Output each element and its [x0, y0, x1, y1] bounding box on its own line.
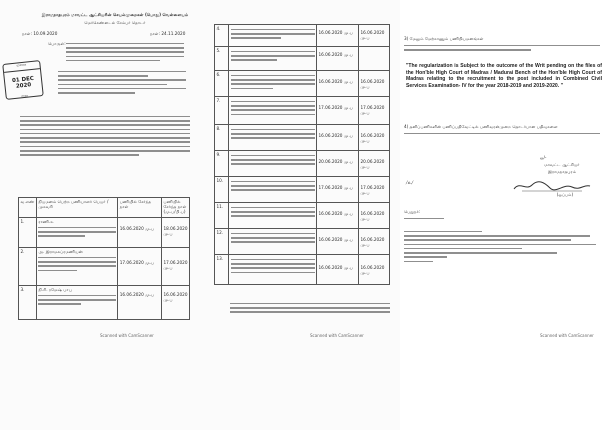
- page-subheader: மெர்கெண்டைல் சேம்பர் தொடர்: [84, 20, 146, 25]
- row-no: 2.: [19, 248, 37, 286]
- col-header-name: நியமனம் பெற்ற பணியாளர் பெயர் / முகவரி: [36, 198, 117, 218]
- row-date1: 17.06.2020 மு.ப: [118, 248, 162, 286]
- col-header-date2: பணியில் சேர்ந்த நாள் (மு.ப/பி.ப): [162, 198, 190, 218]
- row-date1: 16.06.2020 மு.ப: [317, 203, 359, 229]
- row-no: 8.: [215, 125, 229, 151]
- row-no: 3.: [19, 286, 37, 320]
- table-row: [19, 218, 190, 248]
- row-date1: 16.06.2020 மு.ப: [317, 125, 359, 151]
- row-date2: 16.06.2020 மு.ப: [359, 229, 390, 255]
- table-row: [215, 71, 390, 97]
- col-header-date1: பணியில் சேர்ந்த நாள்: [118, 198, 162, 218]
- row-date2: 17.06.2020 மு.ப: [162, 248, 190, 286]
- point-4-intro: 4) தனிப்பணிகளின் பணிப்பதிவேட்டில் பணிவரன்முறை தொடர்பான பதிவுகளை: [404, 124, 558, 129]
- row-date2: 16.06.2020 மு.ப: [359, 125, 390, 151]
- point-3-lines: [404, 42, 600, 53]
- row-date1: 16.06.2020 மு.ப: [118, 286, 162, 320]
- reference-lines: [58, 68, 186, 96]
- row-date1: 16.06.2020 மு.ப: [317, 71, 359, 97]
- table-row: [215, 47, 390, 71]
- table-header-row: [19, 198, 190, 218]
- row-date1: 17.06.2020 மு.ப: [317, 177, 359, 203]
- row-no: 6.: [215, 71, 229, 97]
- table-row: [215, 25, 390, 47]
- page-header: இராமநாதபுரம் மாவட்ட ஆட்சியரின் செயல்முறைகள் (பொது) வெள்ளையம்: [41, 12, 189, 17]
- handwritten-signature: [512, 178, 592, 190]
- table-row: [19, 286, 190, 320]
- document-page-2: [200, 0, 400, 430]
- table-row: [215, 255, 390, 285]
- row-date1: 20.06.2020 மு.ப: [317, 151, 359, 177]
- appointment-table: [18, 197, 190, 320]
- subject-text-lines: [66, 40, 184, 64]
- row-date1: 16.06.2020 மு.ப: [317, 229, 359, 255]
- row-date2: 17.06.2020 மு.ப: [359, 177, 390, 203]
- scanner-footer: Scanned with CamScanner: [100, 333, 154, 338]
- closing-paragraph: [230, 300, 390, 316]
- row-name: [229, 71, 317, 97]
- row-name: [229, 203, 317, 229]
- row-date2: 16.06.2020 மு.ப: [359, 203, 390, 229]
- row-name: [229, 125, 317, 151]
- row-name: [229, 151, 317, 177]
- signatory-name: (ஒப்பம்): [556, 192, 574, 197]
- row-date1: 16.06.2020 மு.ப: [317, 255, 359, 285]
- row-name: [229, 177, 317, 203]
- signature-mark: ஒ/-: [540, 155, 547, 160]
- row-no: 4.: [215, 25, 229, 47]
- signatory-place: இராமநாதபுரம்: [547, 169, 577, 174]
- point-3-intro: 3) மேலும் மேற்காணும் பணிநியமனங்கள்: [404, 36, 484, 41]
- row-date1: 16.06.2020 மு.ப: [317, 47, 359, 71]
- row-name: நி.ரி. ரமேஷ் பாபு: [36, 286, 117, 320]
- to-label: பெறுநர்:: [404, 209, 421, 214]
- row-no: 9.: [215, 151, 229, 177]
- date-right: நாள்: 24.11.2020: [150, 31, 186, 36]
- row-name: [229, 47, 317, 71]
- scanner-footer: Scanned with CamScanner: [310, 333, 364, 338]
- row-date1: 16.06.2020 மு.ப: [118, 218, 162, 248]
- order-sign-label: /உ/: [406, 181, 414, 186]
- row-no: 1.: [19, 218, 37, 248]
- row-name: அ. இராமசுப்ரமணியன்: [36, 248, 117, 286]
- row-date2: 20.06.2020 மு.ப: [359, 151, 390, 177]
- row-no: 12.: [215, 229, 229, 255]
- table-row: [215, 229, 390, 255]
- scanner-footer: Scanned with CamScanner: [540, 333, 594, 338]
- row-no: 11.: [215, 203, 229, 229]
- row-name: [229, 255, 317, 285]
- row-date2: 16.06.2020 மு.ப: [359, 71, 390, 97]
- table-row: [215, 125, 390, 151]
- row-name: [229, 25, 317, 47]
- col-header-no: வ.எண்: [19, 198, 37, 218]
- row-date2: 18.06.2020 மு.ப: [162, 218, 190, 248]
- signatory-title: மாவட்ட ஆட்சியர்: [544, 162, 580, 167]
- received-stamp: ▭▭▭ 01 DEC 2020 ▭▭: [2, 60, 44, 100]
- row-name: [229, 229, 317, 255]
- row-name: ராணி.உ: [36, 218, 117, 248]
- row-date2: 16.06.2020 மு.ப: [359, 25, 390, 47]
- recipients-list: [404, 228, 600, 265]
- subject-label: பொருள்:: [48, 41, 66, 46]
- table-row: [215, 151, 390, 177]
- row-no: 7.: [215, 97, 229, 125]
- table-row: [215, 203, 390, 229]
- row-date2: 16.06.2020 மு.ப: [359, 255, 390, 285]
- document-page-3: [400, 0, 608, 430]
- row-date2: 17.06.2020 மு.ப: [359, 97, 390, 125]
- table-row: [215, 97, 390, 125]
- row-no: 10.: [215, 177, 229, 203]
- row-no: 13.: [215, 255, 229, 285]
- regularization-clause: "The regularization is Subject to the outcome of the Writ pending on the files of the Hon'ble High Court of Madras / Madurai Bench of the Hon'ble High Court of Madras relating to the recruitment to the post included in Combined Civil Services Examination- IV for the year 2018-2019 and 2019-2020. ": [406, 63, 602, 89]
- row-name: [229, 97, 317, 125]
- table-row: [19, 248, 190, 286]
- row-date2: 16.06.2020 மு.ப: [162, 286, 190, 320]
- row-no: 5.: [215, 47, 229, 71]
- date-left: நாள்: 10.09.2020: [22, 31, 58, 36]
- row-date2: [359, 47, 390, 71]
- point-4-lines: [404, 130, 600, 137]
- row-date1: 17.06.2020 மு.ப: [317, 97, 359, 125]
- row-date1: 16.06.2020 மு.ப: [317, 25, 359, 47]
- body-paragraph: [20, 113, 190, 159]
- appointment-table-continued: [214, 24, 390, 285]
- document-page-1: [0, 0, 200, 430]
- table-row: [215, 177, 390, 203]
- to-lines: [404, 215, 444, 222]
